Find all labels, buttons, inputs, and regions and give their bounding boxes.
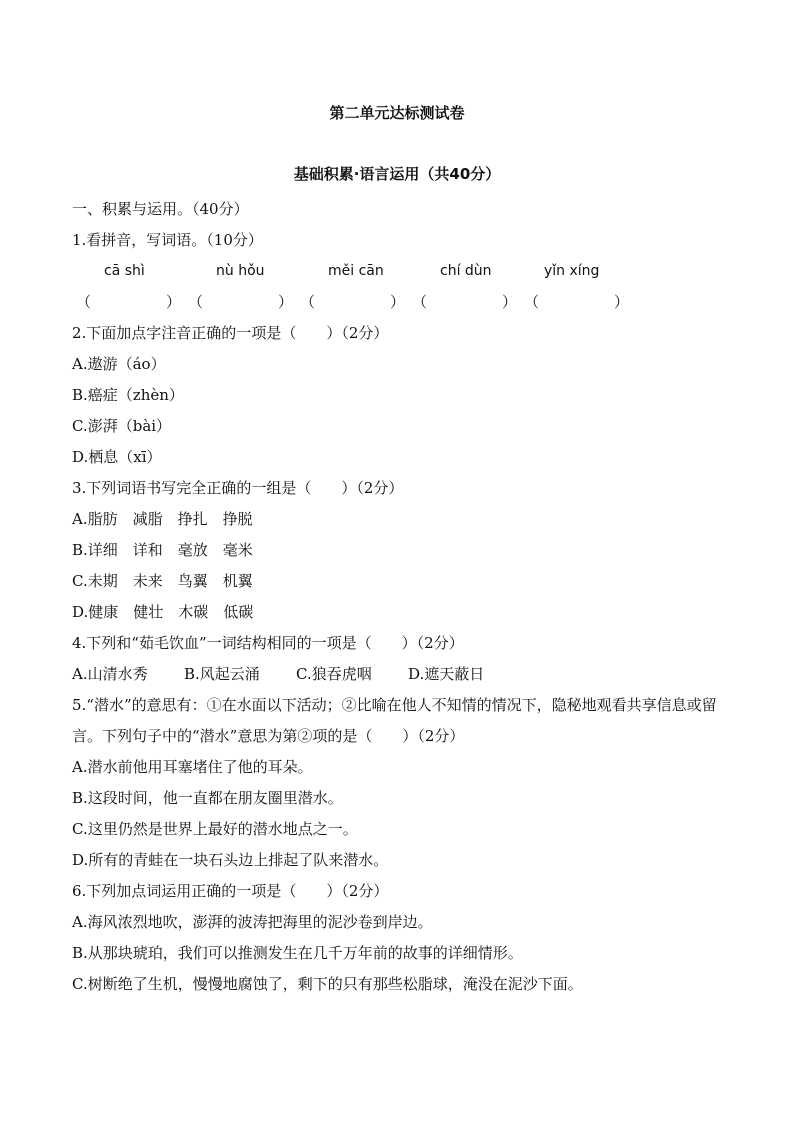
question-4-options [72, 659, 732, 690]
option: C.澎湃（bài） [72, 417, 172, 435]
question-5-stem: 5.“潜水”的意思有：①在水面以下活动；②比喻在他人不知情的情况下，隐秘地观看共享信息或留言。下列句子中的“潜水”意思为第②项的是（ ）（2分） [72, 696, 717, 745]
option: A.脂肪 减脂 挣扎 挣脱 [72, 510, 253, 528]
option: B.癌症（zhèn） [72, 386, 184, 404]
question-1-stem: 1.看拼音，写词语。（10分） [72, 231, 263, 249]
option: A.海风浓烈地吹，澎湃的波涛把海里的泥沙卷到岸边。 [72, 913, 433, 931]
answer-blank[interactable]: （ ） [76, 293, 182, 311]
option: D.遮天蔽日 [408, 665, 485, 683]
answer-blank[interactable]: （ ） [524, 293, 630, 311]
option: D.健康 健壮 木碳 低碳 [72, 603, 254, 621]
option: C.狼吞虎咽 [296, 665, 372, 683]
question-2-stem: 2.下面加点字注音正确的一项是（ ）（2分） [72, 324, 389, 342]
option: A.遨游（áo） [72, 355, 166, 373]
answer-blanks-row [72, 287, 732, 318]
answer-blank[interactable]: （ ） [412, 293, 518, 311]
question-6-stem: 6.下列加点词运用正确的一项是（ ）（2分） [72, 882, 389, 900]
question-3-stem: 3.下列词语书写完全正确的一组是（ ）（2分） [72, 479, 404, 497]
pinyin-row [72, 256, 732, 287]
answer-blank[interactable]: （ ） [300, 293, 406, 311]
option: B.这段时间，他一直都在朋友圈里潜水。 [72, 789, 343, 807]
option: B.风起云涌 [184, 665, 260, 683]
exam-body [72, 194, 732, 1000]
option: D.栖息（xī） [72, 448, 162, 466]
section-heading: 基础积累·语言运用（共40分） [293, 165, 501, 183]
option: B.详细 详和 毫放 毫米 [72, 541, 253, 559]
option: B.从那块琥珀，我们可以推测发生在几千万年前的故事的详细情形。 [72, 944, 523, 962]
pinyin-item: chí dùn [440, 263, 492, 279]
option: C.未期 未来 鸟翼 机翼 [72, 572, 253, 590]
option: C.树断绝了生机，慢慢地腐蚀了，剩下的只有那些松脂球，淹没在泥沙下面。 [72, 975, 583, 993]
answer-blank[interactable]: （ ） [188, 293, 294, 311]
pinyin-item: nù hǒu [216, 263, 265, 279]
page-title: 第二单元达标测试卷 [329, 104, 465, 122]
pinyin-item: yǐn xíng [544, 263, 600, 279]
option: A.山清水秀 [72, 665, 148, 683]
pinyin-item: cā shì [104, 263, 145, 279]
option: A.潜水前他用耳塞堵住了他的耳朵。 [72, 758, 313, 776]
option: C.这里仍然是世界上最好的潜水地点之一。 [72, 820, 358, 838]
pinyin-item: měi cān [328, 263, 384, 279]
section-1-heading: 一、积累与运用。（40分） [72, 200, 249, 218]
option: D.所有的青蛙在一块石头边上排起了队来潜水。 [72, 851, 389, 869]
question-4-stem: 4.下列和“茹毛饮血”一词结构相同的一项是（ ）（2分） [72, 634, 464, 652]
